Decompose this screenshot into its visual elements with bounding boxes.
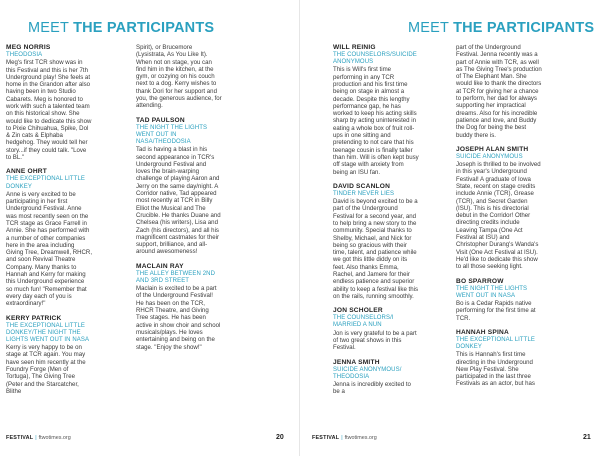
page-number: 20 bbox=[276, 434, 284, 441]
participant-entry bbox=[6, 315, 92, 396]
participant-bio: Maclain is excited to be a part of the Underground Festival! He has been on the TCR, RHCR Theatre, and Giving Tree stages. He has been active in show choir and school musicals/plays. He loves entertaining and being on the stage. "Enjoy the show!" bbox=[136, 285, 221, 351]
column-1 bbox=[6, 44, 92, 402]
participant-name: JON SCHOLER bbox=[333, 307, 383, 315]
footer bbox=[6, 435, 71, 441]
participant-entry bbox=[333, 183, 419, 300]
participant-role: THE EXCEPTIONAL LITTLE DONKEY/THE NIGHT THE LIGHTS WENT OUT IN NASA bbox=[6, 322, 90, 343]
participant-name: ANNE OHRT bbox=[6, 168, 47, 176]
participant-entry bbox=[6, 168, 92, 307]
participant-name: WILL REINIG bbox=[333, 44, 376, 51]
participant-entry bbox=[136, 117, 222, 256]
participant-role: THE NIGHT THE LIGHTS WENT OUT IN NASA/THEODOSIA bbox=[136, 124, 208, 146]
right-page bbox=[300, 0, 600, 456]
page-heading: MEET THE PARTICIPANTS bbox=[408, 20, 595, 36]
footer-separator: | bbox=[341, 435, 343, 441]
participant-bio: Spirit), or Brucemore (Lysistrata, As You Like It). When not on stage, you can find him in the kitchen, at the gym, or cozying on his couch next to a dog. Kerry wishes to thank Dori for her support and you, the generous audience, for attending. bbox=[136, 44, 222, 110]
participant-bio: Bo is a Cedar Rapids native performing for the first time at TCR. bbox=[456, 299, 536, 322]
footer-site: ftwotimes.org bbox=[344, 435, 377, 441]
participant-name: JOSEPH ALAN SMITH bbox=[456, 145, 529, 153]
participant-bio: This is Will's first time performing in any TCR production and his first time being on stage in almost a decade. Despite this lengthy performance gap, he has worked to keep his acting skills sharp by acting uninterested in eating a whole box of fruit roll-ups in one sitting and pretending to not care that his teenage cousin is finally taller than him. Will is often kept busy off stage with anxiety from being an ISU fan. bbox=[333, 66, 419, 176]
participant-bio: part of the Underground Festival. Jenna recently was a part of Annie with TCR, as well as The Giving Tree's production of The Elephant Man. She would like to thank the directors at TCR for giving her a chance to perform, her dad for always supporting her impractical dreams. Also for his incredible patience and love, and Buddy the Dog for being the best buddy there is. bbox=[456, 44, 542, 139]
column-2 bbox=[136, 44, 222, 358]
page-heading: MEET THE PARTICIPANTS bbox=[28, 20, 215, 36]
participant-name: BO SPARROW bbox=[456, 277, 504, 285]
participant-bio: Tad is having a blast in his second appearance in TCR's Underground Festival and loves the brain-warping challenge of playing Aaron and Jerry on the same day/night. A Corridor native, Tad appeared most recently at TCR in Billy Elliot the Musical and The Crucible. He thanks Duane and Chelsea (his writers), Lisa and Zach (his directors), and all his magnificent castmates for their support, brilliance, and all-around awesomeness! bbox=[136, 146, 221, 256]
participant-bio: Meg's first TCR show was in this Festival and this is her 7th Underground play! She feels at home in the Grandon after also having been in two Studio Cabarets. Meg is honored to work with such a talented team on this historical show. She would like to dedicate this show to Pixie Chihuahua, Spike, Dol & Zin cats & Elphaba hedgehog. They would tell her story...if they could talk. "Love to BL." bbox=[6, 59, 92, 162]
participant-name: HANNAH SPINA bbox=[456, 328, 509, 336]
footer-separator: | bbox=[35, 435, 37, 441]
participant-bio: Kerry is very happy to be on stage at TCR again. You may have seen him recently at the Foundry Forge (Men of Tortuga), The Giving Tree (Peter and the Starcatcher, Blithe bbox=[6, 344, 86, 395]
participant-entry bbox=[456, 44, 542, 139]
participant-name: TAD PAULSON bbox=[136, 116, 185, 124]
participant-role: THE COUNSELORS/SUICIDE ANONYMOUS bbox=[333, 52, 417, 66]
footer-site: ftwotimes.org bbox=[38, 435, 71, 441]
participant-role: THE EXCEPTIONAL LITTLE DONKEY bbox=[6, 176, 85, 190]
participant-bio: This is Hannah's first time directing in the Underground New Play Festival. She participated in the last three Festivals as an actor, but has bbox=[456, 351, 535, 388]
participant-bio: David is beyond excited to be a part of the Underground Festival for a second year, and to help bring a new story to the community. Special thanks to Shelby, Michael, and Nick for being so gracious with their time, talent, and patience while we got this little diddy on its feet. Also thanks Emma, Rachel, and Jamere for their endless patience and superior ability to keep a festival like this on the rails, running smoothly. bbox=[333, 198, 419, 300]
page-number: 21 bbox=[583, 434, 591, 441]
participant-bio: Jon is very grateful to be a part of two great shows in this Festival. bbox=[333, 329, 417, 352]
footer bbox=[312, 435, 377, 441]
participant-entry bbox=[333, 359, 419, 396]
participant-role: THE EXCEPTIONAL LITTLE DONKEY bbox=[456, 336, 535, 351]
participant-role: SUICIDE ANONYMOUS/ THEODOSIA bbox=[333, 366, 402, 380]
participant-entry bbox=[6, 44, 92, 161]
participant-name: DAVID SCANLON bbox=[333, 182, 391, 190]
participant-name: MACLAIN RAY bbox=[136, 262, 184, 270]
participant-entry bbox=[333, 44, 419, 176]
participant-bio: Jenna is incredibly excited to be a bbox=[333, 380, 411, 396]
participant-name: JENNA SMITH bbox=[333, 358, 380, 366]
participant-role: SUICIDE ANONYMOUS bbox=[456, 153, 523, 160]
participant-entry bbox=[456, 278, 542, 322]
column-1 bbox=[333, 44, 419, 403]
participant-name: MEG NORRIS bbox=[6, 44, 51, 51]
participant-entry bbox=[456, 146, 542, 271]
footer-brand: FESTIVAL bbox=[312, 435, 340, 441]
participant-role: THE ALLEY BETWEEN 2ND AND 3RD STREET bbox=[136, 270, 216, 284]
participant-role: THEODOSIA bbox=[6, 52, 43, 58]
participant-bio: Anne is very excited to be participating in her first Underground Festival. Anne was most recently seen on the TCR stage as Grace Farrell in Annie. She has performed with a number of other companies here in the area including Giving Tree, Dreamwell, RHCR, and soon Revival Theatre Company. Many thanks to Hannah and Kerry for making this Underground experience so much fun! "Remember that every day each of you is extraordinary!" bbox=[6, 190, 93, 308]
participant-role: THE COUNSELORS/I MARRIED A NUN bbox=[333, 315, 394, 329]
participant-role: THE NIGHT THE LIGHTS WENT OUT IN NASA bbox=[456, 285, 528, 299]
participant-entry bbox=[136, 44, 222, 110]
participant-role: TINDER NEVER LIES bbox=[333, 190, 395, 197]
footer-brand: FESTIVAL bbox=[6, 435, 34, 441]
participant-name: KERRY PATRICK bbox=[6, 314, 62, 322]
column-2 bbox=[456, 44, 542, 395]
participant-entry bbox=[136, 263, 222, 351]
participant-entry bbox=[333, 307, 419, 351]
participant-entry bbox=[456, 329, 542, 388]
participant-bio: Joseph is thrilled to be involved in this year's Underground Festival! A graduate of Iowa State, recent on stage credits include Annie (TCR), Grease (TCR), and Secret Garden (ISU). This is his directorial debut in the Corridor! Other directing credits include Leaving Tampa (One Act Festival at ISU) and Christopher Durang's Wanda's Visit (One Act Festival at ISU). He'd like to dedicate this show to all those seeking light. bbox=[456, 161, 541, 271]
